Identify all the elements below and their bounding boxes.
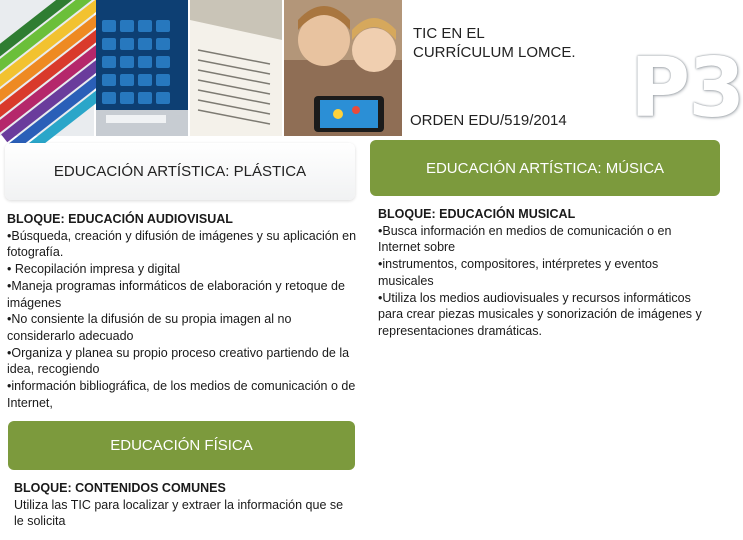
colored-pencils-photo	[0, 0, 94, 136]
banner-plastica: EDUCACIÓN ARTÍSTICA: PLÁSTICA	[5, 143, 355, 200]
plastica-line: • Recopilación impresa y digital	[7, 262, 181, 277]
musica-heading: BLOQUE: EDUCACIÓN MUSICAL	[378, 207, 576, 221]
title-line-1: TIC EN EL	[413, 25, 485, 42]
banner-educacion-fisica: EDUCACIÓN FÍSICA	[8, 421, 355, 470]
plastica-content	[7, 211, 359, 411]
plastica-line: •Organiza y planea su propio proceso creativo partiendo de la idea, recogiendo	[7, 345, 350, 377]
plastica-line: •información bibliográfica, de los medios de comunicación o de Internet,	[7, 379, 356, 410]
plastica-line: •No consiente la difusión de su propia imagen al no considerarlo adecuado	[7, 312, 292, 343]
book-photo	[190, 0, 282, 136]
plastica-heading: BLOQUE: EDUCACIÓN AUDIOVISUAL	[7, 212, 233, 226]
page-code: P3	[630, 41, 743, 136]
musica-line: •instrumentos, compositores, intérpretes y eventos musicales	[378, 257, 659, 288]
title-line-2: CURRÍCULUM LOMCE.	[413, 44, 576, 61]
header-photo-strip	[0, 0, 402, 136]
musica-content	[378, 206, 714, 340]
children-tablet-photo	[284, 0, 402, 136]
plastica-line: •Maneja programas informáticos de elaboración y retoque de imágenes	[7, 278, 345, 310]
educacion-fisica-content	[14, 480, 354, 530]
order-reference: ORDEN EDU/519/2014	[410, 112, 567, 129]
banner-musica: EDUCACIÓN ARTÍSTICA: MÚSICA	[370, 140, 720, 196]
musica-line: •Busca información en medios de comunicación o en Internet sobre	[378, 223, 672, 255]
educacion-fisica-line: Utiliza las TIC para localizar y extraer la información que se le solicita	[14, 497, 344, 529]
educacion-fisica-heading: BLOQUE: CONTENIDOS COMUNES	[14, 481, 226, 495]
page-title	[413, 24, 633, 62]
musica-line: •Utiliza los medios audiovisuales y recursos informáticos para crear piezas musicales y sonorización de imágenes y representaciones dramáticas.	[378, 290, 702, 338]
plastica-line: •Búsqueda, creación y difusión de imágenes y su aplicación en fotografía.	[7, 228, 357, 260]
keyboard-photo	[96, 0, 188, 136]
